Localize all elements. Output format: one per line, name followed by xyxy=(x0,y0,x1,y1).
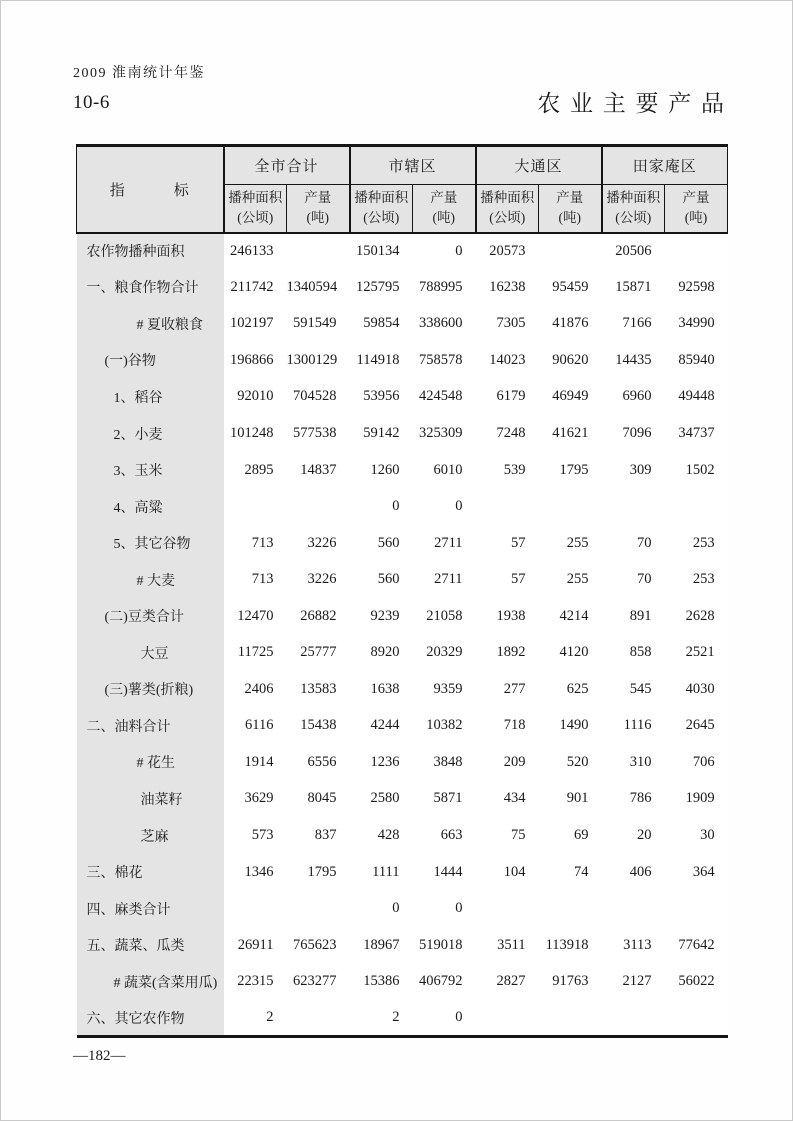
value-cell: 18967 xyxy=(350,927,413,964)
table-row xyxy=(77,342,728,379)
value-cell: 6179 xyxy=(476,379,539,416)
page-number: —182— xyxy=(73,1048,126,1064)
value-cell: 623277 xyxy=(287,963,350,1000)
value-cell: 434 xyxy=(476,781,539,818)
value-cell: 20573 xyxy=(476,233,539,270)
value-cell: 4244 xyxy=(350,708,413,745)
group-header-1: 全市合计 xyxy=(224,146,350,185)
indicator-cell: 一、粮食作物合计 xyxy=(77,269,224,306)
value-cell: 837 xyxy=(287,817,350,854)
value-cell: 406792 xyxy=(413,963,476,1000)
value-cell: 75 xyxy=(476,817,539,854)
table-row xyxy=(77,233,728,270)
table-row xyxy=(77,963,728,1000)
subheader-line2: (公顷) xyxy=(489,210,526,226)
table-row xyxy=(77,854,728,891)
value-cell: 90620 xyxy=(539,342,602,379)
table-row xyxy=(77,890,728,927)
value-cell: 2827 xyxy=(476,963,539,1000)
value-cell: 114918 xyxy=(350,342,413,379)
value-cell: 545 xyxy=(602,671,665,708)
value-cell: 625 xyxy=(539,671,602,708)
value-cell xyxy=(539,233,602,270)
table-row xyxy=(77,306,728,343)
value-cell xyxy=(476,1000,539,1037)
group-header-2: 市辖区 xyxy=(350,146,476,185)
value-cell xyxy=(665,488,728,525)
value-cell xyxy=(602,890,665,927)
value-cell: 0 xyxy=(413,1000,476,1037)
indicator-cell: 油菜籽 xyxy=(77,781,224,818)
subheader-sown-area xyxy=(602,185,665,233)
value-cell: 2580 xyxy=(350,781,413,818)
value-cell xyxy=(539,890,602,927)
value-cell: 113918 xyxy=(539,927,602,964)
value-cell: 3848 xyxy=(413,744,476,781)
value-cell: 2711 xyxy=(413,561,476,598)
indicator-cell: 三、棉花 xyxy=(77,854,224,891)
subheader-output xyxy=(539,185,602,233)
value-cell: 3226 xyxy=(287,561,350,598)
value-cell xyxy=(287,233,350,270)
value-cell: 1236 xyxy=(350,744,413,781)
value-cell: 14837 xyxy=(287,452,350,489)
value-cell: 41876 xyxy=(539,306,602,343)
value-cell: 7305 xyxy=(476,306,539,343)
indicator-cell: 4、高粱 xyxy=(77,488,224,525)
yearbook-title: 2009 淮南统计年鉴 xyxy=(73,66,205,81)
value-cell: 15386 xyxy=(350,963,413,1000)
value-cell: 102197 xyxy=(224,306,287,343)
value-cell: 20 xyxy=(602,817,665,854)
value-cell xyxy=(539,1000,602,1037)
value-cell xyxy=(602,1000,665,1037)
agriculture-products-table xyxy=(76,144,728,1038)
value-cell: 0 xyxy=(413,890,476,927)
table-body xyxy=(77,233,728,1037)
value-cell: 663 xyxy=(413,817,476,854)
value-cell: 14023 xyxy=(476,342,539,379)
value-cell: 92598 xyxy=(665,269,728,306)
table-row xyxy=(77,379,728,416)
value-cell: 713 xyxy=(224,561,287,598)
indicator-cell: 2、小麦 xyxy=(77,415,224,452)
subheader-line2: (吨) xyxy=(558,210,582,226)
table-row xyxy=(77,817,728,854)
value-cell: 2895 xyxy=(224,452,287,489)
value-cell: 0 xyxy=(350,488,413,525)
value-cell: 41621 xyxy=(539,415,602,452)
value-cell: 428 xyxy=(350,817,413,854)
value-cell: 309 xyxy=(602,452,665,489)
table-row xyxy=(77,708,728,745)
value-cell: 1116 xyxy=(602,708,665,745)
value-cell: 1111 xyxy=(350,854,413,891)
subheader-line2: (公顷) xyxy=(615,210,652,226)
indicator-cell: 农作物播种面积 xyxy=(77,233,224,270)
value-cell: 253 xyxy=(665,525,728,562)
value-cell: 125795 xyxy=(350,269,413,306)
value-cell: 560 xyxy=(350,561,413,598)
subheader-line1: 产量 xyxy=(304,190,332,205)
value-cell: 6960 xyxy=(602,379,665,416)
value-cell: 211742 xyxy=(224,269,287,306)
table-row xyxy=(77,1000,728,1037)
indicator-cell: 五、蔬菜、瓜类 xyxy=(77,927,224,964)
subheader-output xyxy=(413,185,476,233)
value-cell: 786 xyxy=(602,781,665,818)
value-cell: 277 xyxy=(476,671,539,708)
value-cell: 26911 xyxy=(224,927,287,964)
value-cell: 891 xyxy=(602,598,665,635)
value-cell: 16238 xyxy=(476,269,539,306)
value-cell: 21058 xyxy=(413,598,476,635)
value-cell: 1638 xyxy=(350,671,413,708)
value-cell: 209 xyxy=(476,744,539,781)
table-number: 10-6 xyxy=(73,92,110,113)
value-cell: 6556 xyxy=(287,744,350,781)
value-cell: 7248 xyxy=(476,415,539,452)
value-cell xyxy=(224,488,287,525)
value-cell: 26882 xyxy=(287,598,350,635)
value-cell: 59854 xyxy=(350,306,413,343)
value-cell: 2711 xyxy=(413,525,476,562)
value-cell: 9359 xyxy=(413,671,476,708)
value-cell: 713 xyxy=(224,525,287,562)
subheader-line1: 播种面积 xyxy=(354,190,409,205)
value-cell: 3226 xyxy=(287,525,350,562)
value-cell: 9239 xyxy=(350,598,413,635)
value-cell: 2406 xyxy=(224,671,287,708)
indicator-cell: 四、麻类合计 xyxy=(77,890,224,927)
table-row xyxy=(77,635,728,672)
value-cell: 69 xyxy=(539,817,602,854)
value-cell: 53956 xyxy=(350,379,413,416)
value-cell: 10382 xyxy=(413,708,476,745)
value-cell: 34737 xyxy=(665,415,728,452)
value-cell: 706 xyxy=(665,744,728,781)
value-cell: 1260 xyxy=(350,452,413,489)
value-cell: 253 xyxy=(665,561,728,598)
indicator-cell: 六、其它农作物 xyxy=(77,1000,224,1037)
value-cell: 0 xyxy=(413,488,476,525)
indicator-cell: (二)豆类合计 xyxy=(77,598,224,635)
value-cell: 4214 xyxy=(539,598,602,635)
subheader-line2: (吨) xyxy=(432,210,456,226)
value-cell: 2521 xyxy=(665,635,728,672)
table-row xyxy=(77,598,728,635)
value-cell: 49448 xyxy=(665,379,728,416)
value-cell: 1892 xyxy=(476,635,539,672)
value-cell: 7166 xyxy=(602,306,665,343)
group-header-3: 大通区 xyxy=(476,146,602,185)
value-cell: 539 xyxy=(476,452,539,489)
value-cell: 6010 xyxy=(413,452,476,489)
value-cell xyxy=(665,233,728,270)
indicator-cell: 二、油料合计 xyxy=(77,708,224,745)
value-cell: 1490 xyxy=(539,708,602,745)
value-cell: 3511 xyxy=(476,927,539,964)
value-cell: 4120 xyxy=(539,635,602,672)
indicator-cell: # 蔬菜(含菜用瓜) xyxy=(77,963,224,1000)
value-cell xyxy=(224,890,287,927)
value-cell: 46949 xyxy=(539,379,602,416)
value-cell: 74 xyxy=(539,854,602,891)
value-cell: 560 xyxy=(350,525,413,562)
value-cell: 95459 xyxy=(539,269,602,306)
value-cell: 70 xyxy=(602,561,665,598)
value-cell: 758578 xyxy=(413,342,476,379)
subheader-line2: (公顷) xyxy=(363,210,400,226)
subheader-sown-area xyxy=(350,185,413,233)
value-cell: 310 xyxy=(602,744,665,781)
value-cell: 765623 xyxy=(287,927,350,964)
value-cell: 338600 xyxy=(413,306,476,343)
value-cell: 91763 xyxy=(539,963,602,1000)
value-cell: 70 xyxy=(602,525,665,562)
table-header xyxy=(77,146,728,233)
value-cell: 718 xyxy=(476,708,539,745)
value-cell: 1914 xyxy=(224,744,287,781)
value-cell: 196866 xyxy=(224,342,287,379)
subheader-line2: (吨) xyxy=(306,210,329,226)
value-cell: 2 xyxy=(224,1000,287,1037)
value-cell: 364 xyxy=(665,854,728,891)
subheader-line2: (吨) xyxy=(684,210,708,226)
indicator-cell: # 大麦 xyxy=(77,561,224,598)
value-cell: 704528 xyxy=(287,379,350,416)
value-cell: 255 xyxy=(539,525,602,562)
indicator-cell: (三)薯类(折粮) xyxy=(77,671,224,708)
value-cell: 3113 xyxy=(602,927,665,964)
indicator-cell: 大豆 xyxy=(77,635,224,672)
value-cell: 15438 xyxy=(287,708,350,745)
table-row xyxy=(77,744,728,781)
group-header-4: 田家庵区 xyxy=(602,146,728,185)
value-cell: 7096 xyxy=(602,415,665,452)
value-cell: 20506 xyxy=(602,233,665,270)
value-cell: 5871 xyxy=(413,781,476,818)
value-cell: 573 xyxy=(224,817,287,854)
subheader-output xyxy=(287,185,350,233)
value-cell: 0 xyxy=(413,233,476,270)
value-cell: 1444 xyxy=(413,854,476,891)
table-row xyxy=(77,781,728,818)
value-cell xyxy=(539,488,602,525)
value-cell: 255 xyxy=(539,561,602,598)
subheader-line1: 播种面积 xyxy=(228,190,283,205)
value-cell: 591549 xyxy=(287,306,350,343)
value-cell: 424548 xyxy=(413,379,476,416)
subheader-line1: 播种面积 xyxy=(606,190,661,205)
value-cell: 101248 xyxy=(224,415,287,452)
value-cell: 1795 xyxy=(539,452,602,489)
value-cell: 25777 xyxy=(287,635,350,672)
value-cell: 13583 xyxy=(287,671,350,708)
value-cell xyxy=(476,890,539,927)
indicator-cell: 芝麻 xyxy=(77,817,224,854)
value-cell xyxy=(665,890,728,927)
value-cell: 1346 xyxy=(224,854,287,891)
value-cell: 6116 xyxy=(224,708,287,745)
table-row xyxy=(77,488,728,525)
value-cell: 325309 xyxy=(413,415,476,452)
value-cell: 85940 xyxy=(665,342,728,379)
value-cell: 406 xyxy=(602,854,665,891)
value-cell: 8920 xyxy=(350,635,413,672)
value-cell: 34990 xyxy=(665,306,728,343)
value-cell: 3629 xyxy=(224,781,287,818)
value-cell: 1938 xyxy=(476,598,539,635)
table-row xyxy=(77,415,728,452)
value-cell xyxy=(476,488,539,525)
value-cell: 59142 xyxy=(350,415,413,452)
value-cell: 577538 xyxy=(287,415,350,452)
value-cell: 22315 xyxy=(224,963,287,1000)
value-cell: 12470 xyxy=(224,598,287,635)
value-cell: 14435 xyxy=(602,342,665,379)
value-cell xyxy=(287,890,350,927)
value-cell: 2645 xyxy=(665,708,728,745)
value-cell: 8045 xyxy=(287,781,350,818)
indicator-cell: # 夏收粮食 xyxy=(77,306,224,343)
value-cell: 520 xyxy=(539,744,602,781)
subheader-line1: 播种面积 xyxy=(480,190,535,205)
value-cell: 4030 xyxy=(665,671,728,708)
subheader-sown-area xyxy=(476,185,539,233)
value-cell: 2628 xyxy=(665,598,728,635)
value-cell: 2 xyxy=(350,1000,413,1037)
indicator-header: 指 标 xyxy=(77,146,224,233)
indicator-cell: 1、稻谷 xyxy=(77,379,224,416)
indicator-cell: 5、其它谷物 xyxy=(77,525,224,562)
indicator-cell: 3、玉米 xyxy=(77,452,224,489)
value-cell: 519018 xyxy=(413,927,476,964)
value-cell: 858 xyxy=(602,635,665,672)
subheader-line1: 产量 xyxy=(556,190,584,205)
value-cell: 150134 xyxy=(350,233,413,270)
table-row xyxy=(77,452,728,489)
value-cell: 1795 xyxy=(287,854,350,891)
value-cell xyxy=(287,1000,350,1037)
subheader-line1: 产量 xyxy=(682,190,710,205)
value-cell: 20329 xyxy=(413,635,476,672)
group-header-row xyxy=(77,146,728,185)
value-cell: 1909 xyxy=(665,781,728,818)
indicator-cell: (一)谷物 xyxy=(77,342,224,379)
table-row xyxy=(77,561,728,598)
value-cell: 901 xyxy=(539,781,602,818)
value-cell: 2127 xyxy=(602,963,665,1000)
value-cell: 77642 xyxy=(665,927,728,964)
table-row xyxy=(77,927,728,964)
value-cell: 1502 xyxy=(665,452,728,489)
value-cell: 1340594 xyxy=(287,269,350,306)
value-cell: 0 xyxy=(350,890,413,927)
value-cell: 246133 xyxy=(224,233,287,270)
value-cell: 57 xyxy=(476,525,539,562)
value-cell: 57 xyxy=(476,561,539,598)
table-row xyxy=(77,525,728,562)
table-row xyxy=(77,269,728,306)
value-cell: 11725 xyxy=(224,635,287,672)
value-cell xyxy=(287,488,350,525)
value-cell: 15871 xyxy=(602,269,665,306)
value-cell: 92010 xyxy=(224,379,287,416)
indicator-cell: # 花生 xyxy=(77,744,224,781)
value-cell: 788995 xyxy=(413,269,476,306)
value-cell: 56022 xyxy=(665,963,728,1000)
value-cell: 1300129 xyxy=(287,342,350,379)
table-row xyxy=(77,671,728,708)
subheader-line2: (公顷) xyxy=(237,210,274,226)
subheader-sown-area xyxy=(224,185,287,233)
value-cell xyxy=(602,488,665,525)
value-cell xyxy=(665,1000,728,1037)
subheader-output xyxy=(665,185,728,233)
value-cell: 30 xyxy=(665,817,728,854)
value-cell: 104 xyxy=(476,854,539,891)
page-title: 农 业 主 要 产 品 xyxy=(537,91,726,116)
subheader-line1: 产量 xyxy=(430,190,458,205)
